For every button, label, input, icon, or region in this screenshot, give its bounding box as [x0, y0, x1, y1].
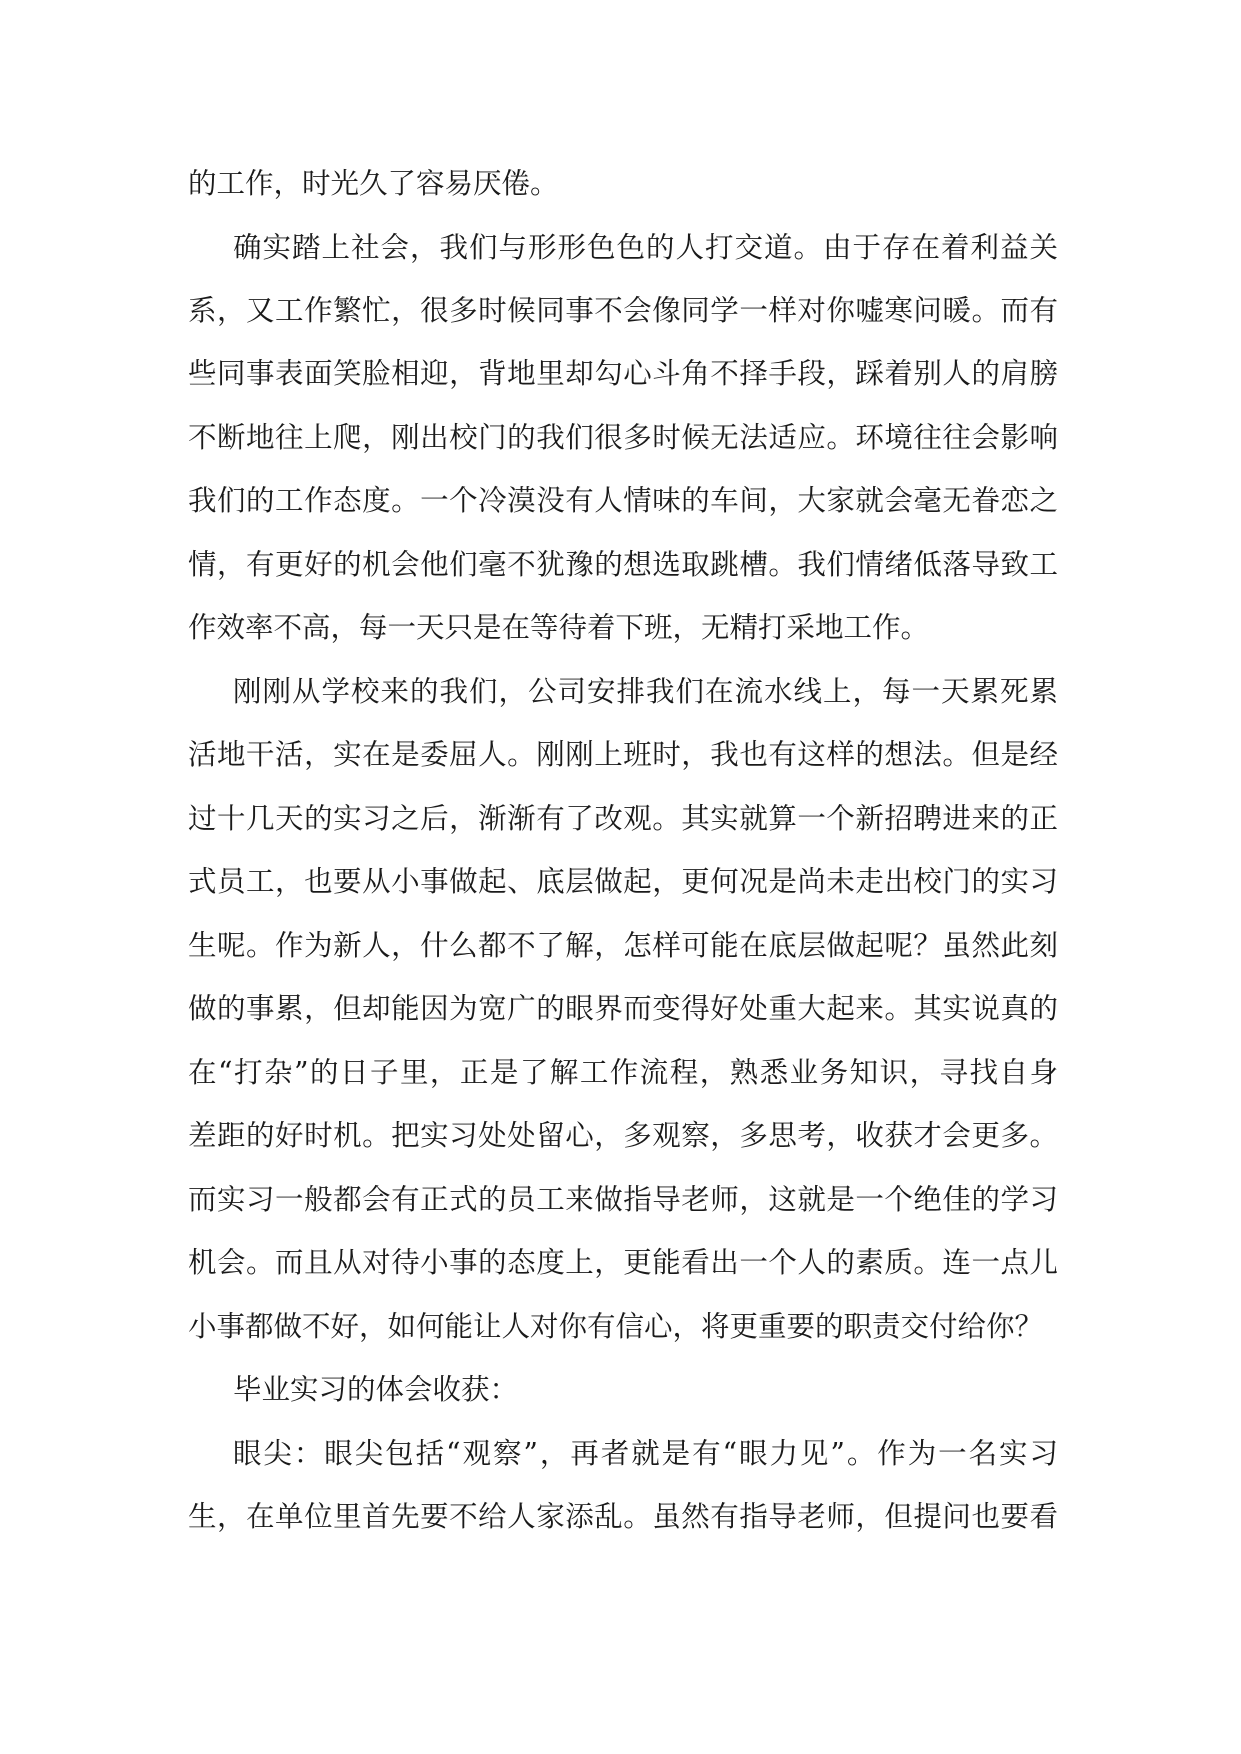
text-line: 不断地往上爬，刚出校门的我们很多时候无法适应。环境往往会影响 [188, 421, 1058, 454]
text-line: 差距的好时机。把实习处处留心，多观察，多思考，收获才会更多。 [188, 1119, 1058, 1152]
text-line: 系，又工作繁忙，很多时候同事不会像同学一样对你嘘寒问暖。而有 [188, 294, 1058, 327]
section-heading: 毕业实习的体会收获： [233, 1373, 519, 1406]
text-line: 作效率不高，每一天只是在等待着下班，无精打采地工作。 [188, 611, 930, 644]
text-line: 情，有更好的机会他们毫不犹豫的想选取跳槽。我们情绪低落导致工 [188, 548, 1058, 581]
text-line: 生呢。作为新人，什么都不了解，怎样可能在底层做起呢？虽然此刻 [188, 929, 1058, 962]
text-line: 做的事累，但却能因为宽广的眼界而变得好处重大起来。其实说真的 [188, 992, 1058, 1025]
text-line: 而实习一般都会有正式的员工来做指导老师，这就是一个绝佳的学习 [188, 1183, 1058, 1216]
text-line: 式员工，也要从小事做起、底层做起，更何况是尚未走出校门的实习 [188, 865, 1058, 898]
text-line: 生，在单位里首先要不给人家添乱。虽然有指导老师，但提问也要看 [188, 1500, 1058, 1533]
text-line: 小事都做不好，如何能让人对你有信心，将更重要的职责交付给你？ [188, 1310, 1044, 1343]
text-line: 在“打杂”的日子里，正是了解工作流程，熟悉业务知识，寻找自身 [188, 1056, 1058, 1089]
text-line: 过十几天的实习之后，渐渐有了改观。其实就算一个新招聘进来的正 [188, 802, 1058, 835]
text-line: 眼尖：眼尖包括“观察”，再者就是有“眼力见”。作为一名实习 [233, 1437, 1058, 1470]
text-line: 机会。而且从对待小事的态度上，更能看出一个人的素质。连一点儿 [188, 1246, 1058, 1279]
text-line: 我们的工作态度。一个冷漠没有人情味的车间，大家就会毫无眷恋之 [188, 484, 1058, 517]
text-line: 刚刚从学校来的我们，公司安排我们在流水线上，每一天累死累 [233, 675, 1058, 708]
text-line: 些同事表面笑脸相迎，背地里却勾心斗角不择手段，踩着别人的肩膀 [188, 357, 1058, 390]
text-line: 确实踏上社会，我们与形形色色的人打交道。由于存在着利益关 [233, 231, 1058, 264]
text-line: 的工作，时光久了容易厌倦。 [188, 167, 559, 200]
text-line: 活地干活，实在是委屈人。刚刚上班时，我也有这样的想法。但是经 [188, 738, 1058, 771]
